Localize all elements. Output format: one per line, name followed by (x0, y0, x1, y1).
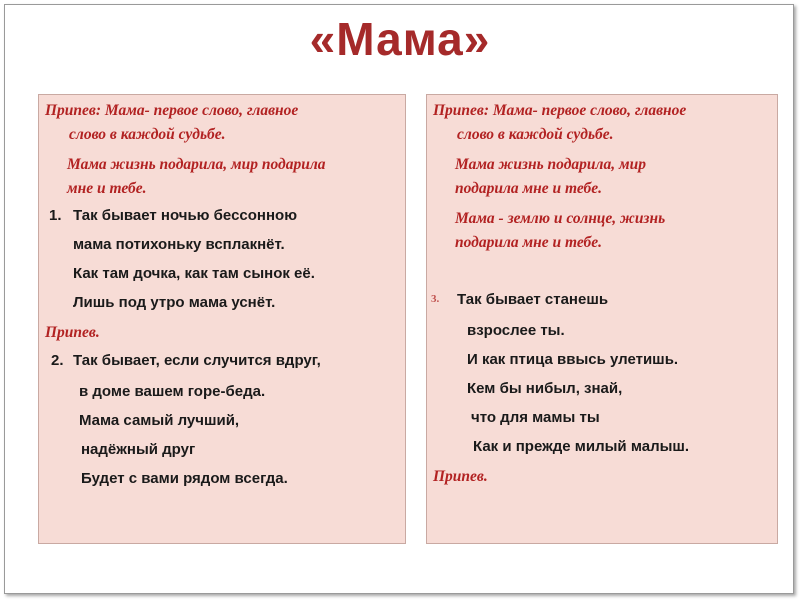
verse-3-line-4: Кем бы нибыл, знай, (467, 380, 623, 397)
right-lyrics-panel (426, 94, 778, 544)
verse-1-line-1: Так бывает ночью бессонною (73, 207, 298, 224)
verse-2-line-3: Мама самый лучший, (79, 412, 240, 429)
verse-2-line-4: надёжный друг (81, 441, 196, 458)
verse-1-line-3: Как там дочка, как там сынок её. (73, 265, 315, 282)
verse-1-number: 1. (49, 207, 62, 224)
right-chorus-line-6: подарила мне и тебе. (455, 234, 603, 251)
right-chorus-line-3: Мама жизнь подарила, мир (455, 156, 646, 173)
verse-3-line-1: Так бывает станешь (457, 291, 609, 308)
verse-1-line-4: Лишь под утро мама уснёт. (73, 294, 276, 311)
left-chorus-line-4: мне и тебе. (67, 180, 147, 197)
right-chorus-line-2: слово в каждой судьбе. (457, 126, 614, 143)
slide-title: «Мама» (309, 13, 491, 65)
right-chorus-line-5: Мама - землю и солнце, жизнь (455, 210, 666, 227)
verse-2-line-1: Так бывает, если случится вдруг, (73, 352, 321, 369)
right-chorus-line-4: подарила мне и тебе. (455, 180, 603, 197)
verse-3-line-3: И как птица ввысь улетишь. (467, 351, 679, 368)
verse-2-line-5: Будет с вами рядом всегда. (81, 470, 288, 487)
left-refrain-1: Припев. (45, 324, 100, 341)
verse-2-number: 2. (51, 352, 64, 369)
verse-1-line-2: мама потихоньку всплакнёт. (73, 236, 285, 253)
verse-3-line-5: что для мамы ты (471, 409, 600, 426)
right-chorus-line-1: Припев: Мама- первое слово, главное (433, 102, 687, 119)
left-chorus-line-2: слово в каждой судьбе. (69, 126, 226, 143)
verse-3-number: 3. (431, 293, 440, 305)
verse-2-line-2: в доме вашем горе-беда. (79, 383, 266, 400)
verse-3-line-2: взрослее ты. (467, 322, 565, 339)
left-chorus-line-3: Мама жизнь подарила, мир подарила (67, 156, 326, 173)
left-lyrics-panel (38, 94, 406, 544)
left-chorus-line-1: Припев: Мама- первое слово, главное (45, 102, 299, 119)
verse-3-line-6: Как и прежде милый малыш. (473, 438, 690, 455)
right-refrain: Припев. (433, 468, 488, 485)
